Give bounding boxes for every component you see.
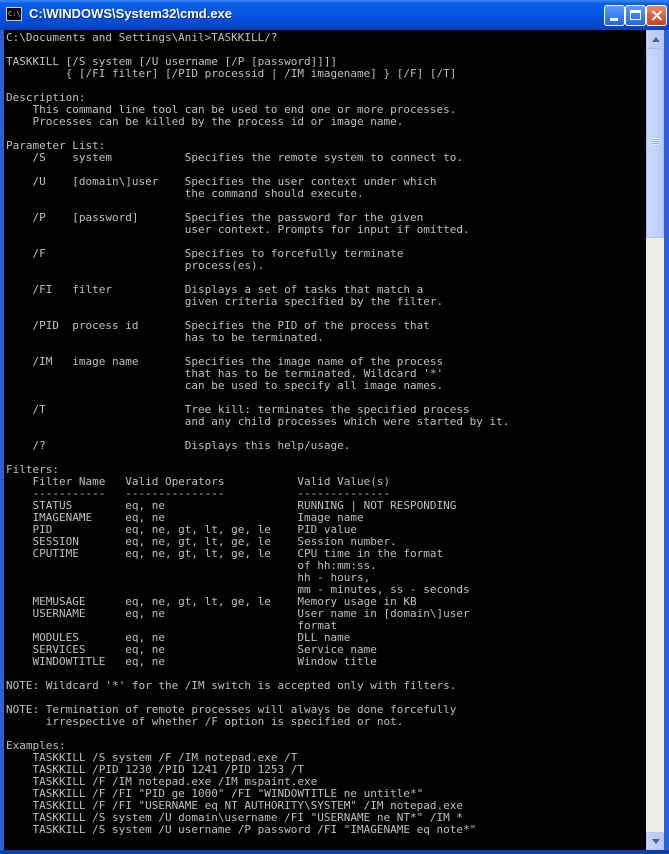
console-line: TASKKILL [/S system [/U username [/P [password]]]] xyxy=(6,55,338,68)
minimize-button[interactable] xyxy=(604,5,625,26)
console-line: PID eq, ne, gt, lt, ge, le PID value xyxy=(6,523,357,536)
console-line: This command line tool can be used to end one or more processes. xyxy=(6,103,457,116)
console-line: process(es). xyxy=(6,259,265,272)
console-line: NOTE: Wildcard '*' for the /IM switch is accepted only with filters. xyxy=(6,679,457,692)
console-line: irrespective of whether /F option is specified or not. xyxy=(6,715,404,728)
console-line: MEMUSAGE eq, ne, gt, lt, ge, le Memory usage in KB xyxy=(6,595,417,608)
console-line: /S system Specifies the remote system to connect to. xyxy=(6,151,463,164)
console-text xyxy=(4,30,646,836)
console-line: /PID process id Specifies the PID of the process that xyxy=(6,319,430,332)
minimize-icon xyxy=(605,6,624,25)
scroll-thumb[interactable] xyxy=(646,48,664,238)
maximize-button[interactable] xyxy=(625,5,646,26)
console-line: TASKKILL /S system /U username /P password /FI "IMAGENAME eq note*" xyxy=(6,823,477,836)
console-line: of hh:mm:ss. xyxy=(6,559,377,572)
console-line: that has to be terminated. Wildcard '*' xyxy=(6,367,444,380)
console-line: STATUS eq, ne RUNNING | NOT RESPONDING xyxy=(6,499,457,512)
close-icon xyxy=(647,6,666,25)
console-line: TASKKILL /S system /U domain\username /FI "USERNAME ne NT*" /IM * xyxy=(6,811,463,824)
console-line: /P [password] Specifies the password for the given xyxy=(6,211,424,224)
console-line: Filter Name Valid Operators Valid Value(s) xyxy=(6,475,391,488)
console-line: /U [domain\]user Specifies the user context under which xyxy=(6,175,437,188)
console-line: /IM image name Specifies the image name of the process xyxy=(6,355,444,368)
console-line: WINDOWTITLE eq, ne Window title xyxy=(6,655,377,668)
console-line: has to be terminated. xyxy=(6,331,324,344)
console-line: user context. Prompts for input if omitted. xyxy=(6,223,470,236)
console-line: CPUTIME eq, ne, gt, lt, ge, le CPU time in the format xyxy=(6,547,444,560)
console-line: given criteria specified by the filter. xyxy=(6,295,444,308)
window-title: C:\WINDOWS\System32\cmd.exe xyxy=(29,6,233,21)
console-output[interactable] xyxy=(4,30,646,850)
cmd-icon[interactable]: C:\ xyxy=(6,7,22,21)
console-line: TASKKILL /F /IM notepad.exe /IM mspaint.exe xyxy=(6,775,318,788)
console-line: IMAGENAME eq, ne Image name xyxy=(6,511,364,524)
console-line: SERVICES eq, ne Service name xyxy=(6,643,377,656)
console-line: Filters: xyxy=(6,463,59,476)
console-line: MODULES eq, ne DLL name xyxy=(6,631,351,644)
title-bar[interactable] xyxy=(0,0,669,30)
console-line: NOTE: Termination of remote processes will always be done forcefully xyxy=(6,703,457,716)
console-line: format xyxy=(6,619,338,632)
arrow-up-icon xyxy=(652,37,660,42)
console-line: Description: xyxy=(6,91,86,104)
close-button[interactable] xyxy=(646,5,667,26)
maximize-icon xyxy=(626,6,645,25)
console-line: TASKKILL /PID 1230 /PID 1241 /PID 1253 /T xyxy=(6,763,305,776)
console-line: Parameter List: xyxy=(6,139,106,152)
console-line: /FI filter Displays a set of tasks that match a xyxy=(6,283,424,296)
console-line: { [/FI filter] [/PID processid | /IM imagename] } [/F] [/T] xyxy=(6,67,457,80)
vertical-scrollbar[interactable] xyxy=(646,30,664,850)
console-line: and any child processes which were started by it. xyxy=(6,415,510,428)
console-line: TASKKILL /F /FI "USERNAME eq NT AUTHORITY\SYSTEM" /IM notepad.exe xyxy=(6,799,463,812)
arrow-down-icon xyxy=(652,839,660,844)
console-line: SESSION eq, ne, gt, lt, ge, le Session number. xyxy=(6,535,397,548)
console-line: TASKKILL /S system /F /IM notepad.exe /T xyxy=(6,751,298,764)
window-bottom-border xyxy=(0,850,669,854)
console-line: mm - minutes, ss - seconds xyxy=(6,583,470,596)
scroll-down-button[interactable] xyxy=(646,832,664,850)
console-line: the command should execute. xyxy=(6,187,364,200)
console-line: Processes can be killed by the process id or image name. xyxy=(6,115,404,128)
console-line: hh - hours, xyxy=(6,571,371,584)
console-line: /F Specifies to forcefully terminate xyxy=(6,247,404,260)
console-line: TASKKILL /F /FI "PID ge 1000" /FI "WINDOWTITLE ne untitle*" xyxy=(6,787,424,800)
scroll-up-button[interactable] xyxy=(646,30,664,48)
console-line: ----------- --------------- -------------- xyxy=(6,487,391,500)
console-line: C:\Documents and Settings\Anil>TASKKILL/? xyxy=(6,31,278,44)
console-line: /? Displays this help/usage. xyxy=(6,439,351,452)
console-line: Examples: xyxy=(6,739,66,752)
console-line: can be used to specify all image names. xyxy=(6,379,444,392)
console-line: USERNAME eq, ne User name in [domain\]user xyxy=(6,607,470,620)
console-line: /T Tree kill: terminates the specified process xyxy=(6,403,470,416)
